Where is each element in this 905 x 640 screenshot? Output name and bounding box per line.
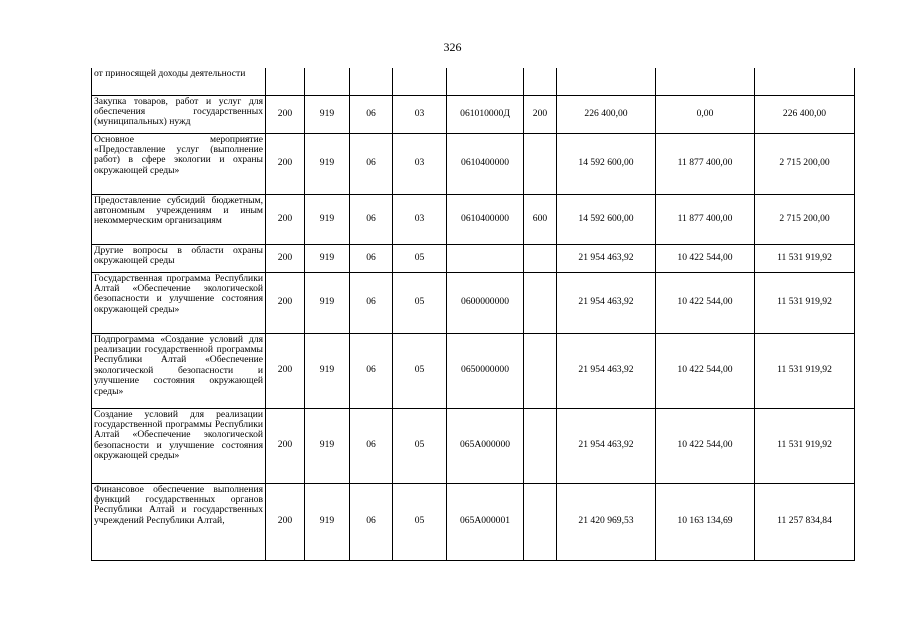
row-name: Другие вопросы в области охраны окружающей среды xyxy=(92,244,266,272)
cell-col4: 05 xyxy=(393,244,447,272)
cell-col4: 05 xyxy=(393,272,447,333)
cell-col2: 919 xyxy=(305,244,350,272)
cell-col2: 919 xyxy=(305,133,350,194)
cell-col3 xyxy=(350,68,393,95)
cell-col8 xyxy=(656,68,755,95)
cell-col8: 10 422 544,00 xyxy=(656,408,755,483)
cell-col2: 919 xyxy=(305,194,350,244)
cell-col7: 21 954 463,92 xyxy=(557,408,656,483)
cell-col3: 06 xyxy=(350,194,393,244)
cell-col7 xyxy=(557,68,656,95)
cell-col2: 919 xyxy=(305,483,350,560)
table-row xyxy=(92,244,855,272)
cell-col6 xyxy=(524,68,557,95)
cell-col2: 919 xyxy=(305,333,350,408)
cell-col9: 11 531 919,92 xyxy=(755,408,855,483)
cell-col5: 0600000000 xyxy=(447,272,524,333)
cell-col2: 919 xyxy=(305,408,350,483)
cell-col4: 05 xyxy=(393,333,447,408)
cell-col6 xyxy=(524,333,557,408)
table-row xyxy=(92,133,855,194)
table-row xyxy=(92,194,855,244)
row-name: от приносящей доходы деятельности xyxy=(92,68,266,95)
table-row xyxy=(92,95,855,133)
table-row xyxy=(92,483,855,560)
cell-col2 xyxy=(305,68,350,95)
row-name: Основное мероприятие «Предоставление услуг (выполнение работ) в сфере экологии и охраны окружающей среды» xyxy=(92,133,266,194)
cell-col7: 14 592 600,00 xyxy=(557,194,656,244)
cell-col7: 21 954 463,92 xyxy=(557,244,656,272)
cell-col7: 21 954 463,92 xyxy=(557,272,656,333)
cell-col3: 06 xyxy=(350,272,393,333)
cell-col3: 06 xyxy=(350,244,393,272)
cell-col7: 226 400,00 xyxy=(557,95,656,133)
cell-col6 xyxy=(524,133,557,194)
cell-col9: 2 715 200,00 xyxy=(755,133,855,194)
cell-col4: 05 xyxy=(393,408,447,483)
cell-col3: 06 xyxy=(350,95,393,133)
cell-col2: 919 xyxy=(305,272,350,333)
row-name: Предоставление субсидий бюджетным, автономным учреждениям и иным некоммерческим организациям xyxy=(92,194,266,244)
cell-col4: 03 xyxy=(393,133,447,194)
cell-col8: 10 422 544,00 xyxy=(656,244,755,272)
cell-col5: 0610400000 xyxy=(447,194,524,244)
table-row xyxy=(92,408,855,483)
cell-col9: 226 400,00 xyxy=(755,95,855,133)
cell-col8: 10 163 134,69 xyxy=(656,483,755,560)
cell-col1: 200 xyxy=(266,408,305,483)
cell-col8: 0,00 xyxy=(656,95,755,133)
cell-col5: 065A000001 xyxy=(447,483,524,560)
cell-col8: 10 422 544,00 xyxy=(656,333,755,408)
cell-col5 xyxy=(447,244,524,272)
cell-col5 xyxy=(447,68,524,95)
cell-col5: 061010000Д xyxy=(447,95,524,133)
cell-col9: 11 257 834,84 xyxy=(755,483,855,560)
cell-col5: 0650000000 xyxy=(447,333,524,408)
row-name: Создание условий для реализации государственной программы Республики Алтай «Обеспечение экологической безопасности и улучшение состояния окружающей среды» xyxy=(92,408,266,483)
cell-col7: 14 592 600,00 xyxy=(557,133,656,194)
cell-col1: 200 xyxy=(266,133,305,194)
row-name: Подпрограмма «Создание условий для реализации государственной программы Республики Алтай «Обеспечение экологической безопасности и улучшение состояния окружающей среды» xyxy=(92,333,266,408)
cell-col1 xyxy=(266,68,305,95)
cell-col9: 11 531 919,92 xyxy=(755,244,855,272)
cell-col7: 21 954 463,92 xyxy=(557,333,656,408)
budget-table xyxy=(91,68,855,561)
cell-col7: 21 420 969,53 xyxy=(557,483,656,560)
cell-col4: 03 xyxy=(393,95,447,133)
cell-col8: 11 877 400,00 xyxy=(656,194,755,244)
cell-col4 xyxy=(393,68,447,95)
page-number: 326 xyxy=(443,40,462,54)
cell-col6 xyxy=(524,408,557,483)
cell-col6 xyxy=(524,272,557,333)
table-row xyxy=(92,272,855,333)
cell-col2: 919 xyxy=(305,95,350,133)
row-name: Финансовое обеспечение выполнения функций государственных органов Республики Алтай и государственных учреждений Республики Алтай, xyxy=(92,483,266,560)
cell-col4: 03 xyxy=(393,194,447,244)
cell-col1: 200 xyxy=(266,333,305,408)
cell-col1: 200 xyxy=(266,483,305,560)
cell-col5: 065A000000 xyxy=(447,408,524,483)
cell-col5: 0610400000 xyxy=(447,133,524,194)
row-name: Государственная программа Республики Алтай «Обеспечение экологической безопасности и улучшение состояния окружающей среды» xyxy=(92,272,266,333)
cell-col3: 06 xyxy=(350,483,393,560)
cell-col1: 200 xyxy=(266,95,305,133)
cell-col3: 06 xyxy=(350,408,393,483)
cell-col9 xyxy=(755,68,855,95)
cell-col6 xyxy=(524,483,557,560)
cell-col1: 200 xyxy=(266,244,305,272)
cell-col1: 200 xyxy=(266,194,305,244)
cell-col8: 10 422 544,00 xyxy=(656,272,755,333)
cell-col3: 06 xyxy=(350,333,393,408)
table-row xyxy=(92,333,855,408)
cell-col1: 200 xyxy=(266,272,305,333)
cell-col6: 200 xyxy=(524,95,557,133)
cell-col8: 11 877 400,00 xyxy=(656,133,755,194)
cell-col9: 11 531 919,92 xyxy=(755,272,855,333)
table-row xyxy=(92,68,855,95)
cell-col6 xyxy=(524,244,557,272)
cell-col3: 06 xyxy=(350,133,393,194)
cell-col9: 11 531 919,92 xyxy=(755,333,855,408)
cell-col4: 05 xyxy=(393,483,447,560)
cell-col9: 2 715 200,00 xyxy=(755,194,855,244)
row-name: Закупка товаров, работ и услуг для обеспечения государственных (муниципальных) нужд xyxy=(92,95,266,133)
cell-col6: 600 xyxy=(524,194,557,244)
